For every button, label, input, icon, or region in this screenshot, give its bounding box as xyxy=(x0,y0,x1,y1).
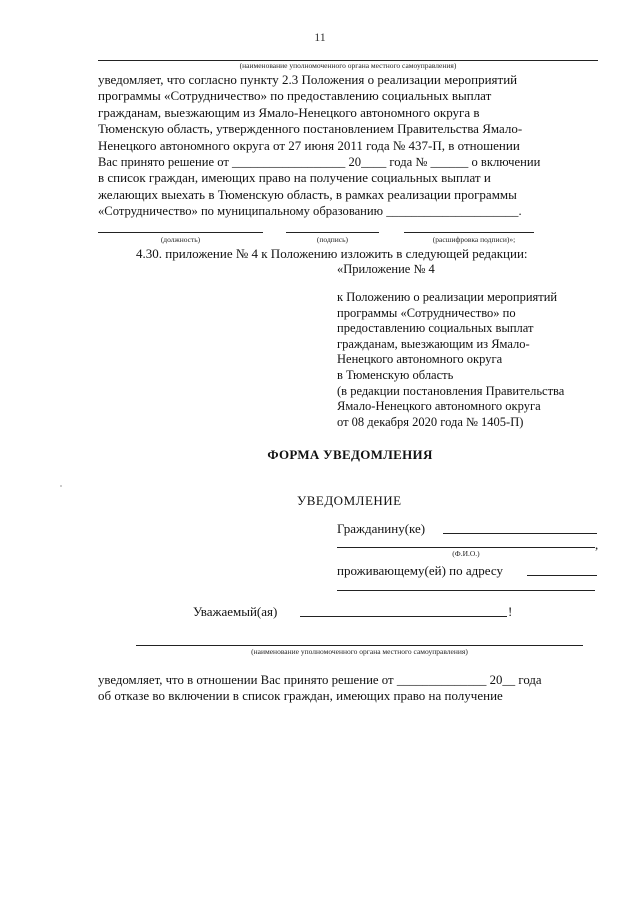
signature-caption: (подпись) xyxy=(316,235,349,244)
notice-line: в список граждан, имеющих право на получение социальных выплат и xyxy=(98,170,491,186)
scan-speck xyxy=(60,485,62,487)
second-notice-text xyxy=(98,672,602,705)
citizen-name-line-2 xyxy=(337,547,595,548)
citizen-label: Гражданину(ке) xyxy=(337,521,426,536)
appendix-heading: «Приложение № 4 xyxy=(337,262,435,276)
appendix-line: Ненецкого автономного округа xyxy=(337,352,503,367)
greeting-end: ! xyxy=(508,604,513,619)
notice-line: уведомляет, что согласно пункту 2.3 Положения о реализации мероприятий xyxy=(98,72,518,87)
appendix-line: (в редакции постановления Правительства xyxy=(337,383,565,398)
first-notice-text xyxy=(98,72,602,220)
decoding-caption: (расшифровка подписи)»; xyxy=(432,235,516,244)
notice-line: желающих выехать в Тюменскую область, в рамках реализации программы xyxy=(98,186,517,202)
appendix-line: к Положению о реализации мероприятий xyxy=(337,290,558,304)
second-org-name-caption: (наименование уполномоченного органа местного самоуправления) xyxy=(251,647,468,656)
position-line xyxy=(98,232,263,233)
notice-line: уведомляет, что в отношении Вас принято решение от ______________ 20__ года xyxy=(98,673,542,687)
second-org-name-line xyxy=(136,645,583,646)
appendix-line: Ямало-Ненецкого автономного округа xyxy=(337,399,541,414)
address-line xyxy=(527,575,597,576)
signature-line xyxy=(286,232,379,233)
decoding-line xyxy=(404,232,534,233)
greeting-name-line xyxy=(300,616,507,617)
notice-line: Вас принято решение от __________________ 20____ года № ______ о включении xyxy=(98,155,541,170)
fio-caption: (Ф.И.О.) xyxy=(452,549,480,558)
org-name-caption: (наименование уполномоченного органа местного самоуправления) xyxy=(239,61,457,70)
appendix-line: от 08 декабря 2020 года № 1405-П) xyxy=(337,414,524,429)
citizen-name-line xyxy=(443,533,597,534)
appendix-line: гражданам, выезжающим из Ямало- xyxy=(337,336,530,351)
greeting-label: Уважаемый(ая) xyxy=(193,604,278,619)
residing-label: проживающему(ей) по адресу xyxy=(337,563,503,578)
notice-title: УВЕДОМЛЕНИЕ xyxy=(297,493,402,508)
notice-line: Ненецкого автономного округа от 27 июня 2011 года № 437-П, в отношении xyxy=(98,137,520,153)
form-title: ФОРМА УВЕДОМЛЕНИЯ xyxy=(267,447,433,462)
notice-line: гражданам, выезжающим из Ямало-Ненецкого автономного округа в xyxy=(98,104,480,120)
notice-line: Тюменскую область, утвержденного постановлением Правительства Ямало- xyxy=(98,121,523,137)
appendix-line: предоставлению социальных выплат xyxy=(337,321,534,336)
appendix-text xyxy=(337,290,612,430)
appendix-line: программы «Сотрудничество» по xyxy=(337,305,516,320)
citizen-name-comma: , xyxy=(595,537,599,552)
appendix-line: в Тюменскую область xyxy=(337,367,454,382)
notice-line: об отказе во включении в список граждан, имеющих право на получение xyxy=(98,688,503,704)
page-number: 11 xyxy=(314,30,326,44)
position-caption: (должность) xyxy=(160,235,201,244)
notice-line: программы «Сотрудничество» по предоставлению социальных выплат xyxy=(98,88,492,104)
amendment-line: 4.30. приложение № 4 к Положению изложить в следующей редакции: xyxy=(136,246,528,261)
notice-line: «Сотрудничество» по муниципальному образованию _____________________. xyxy=(98,204,522,219)
address-line-2 xyxy=(337,590,595,591)
